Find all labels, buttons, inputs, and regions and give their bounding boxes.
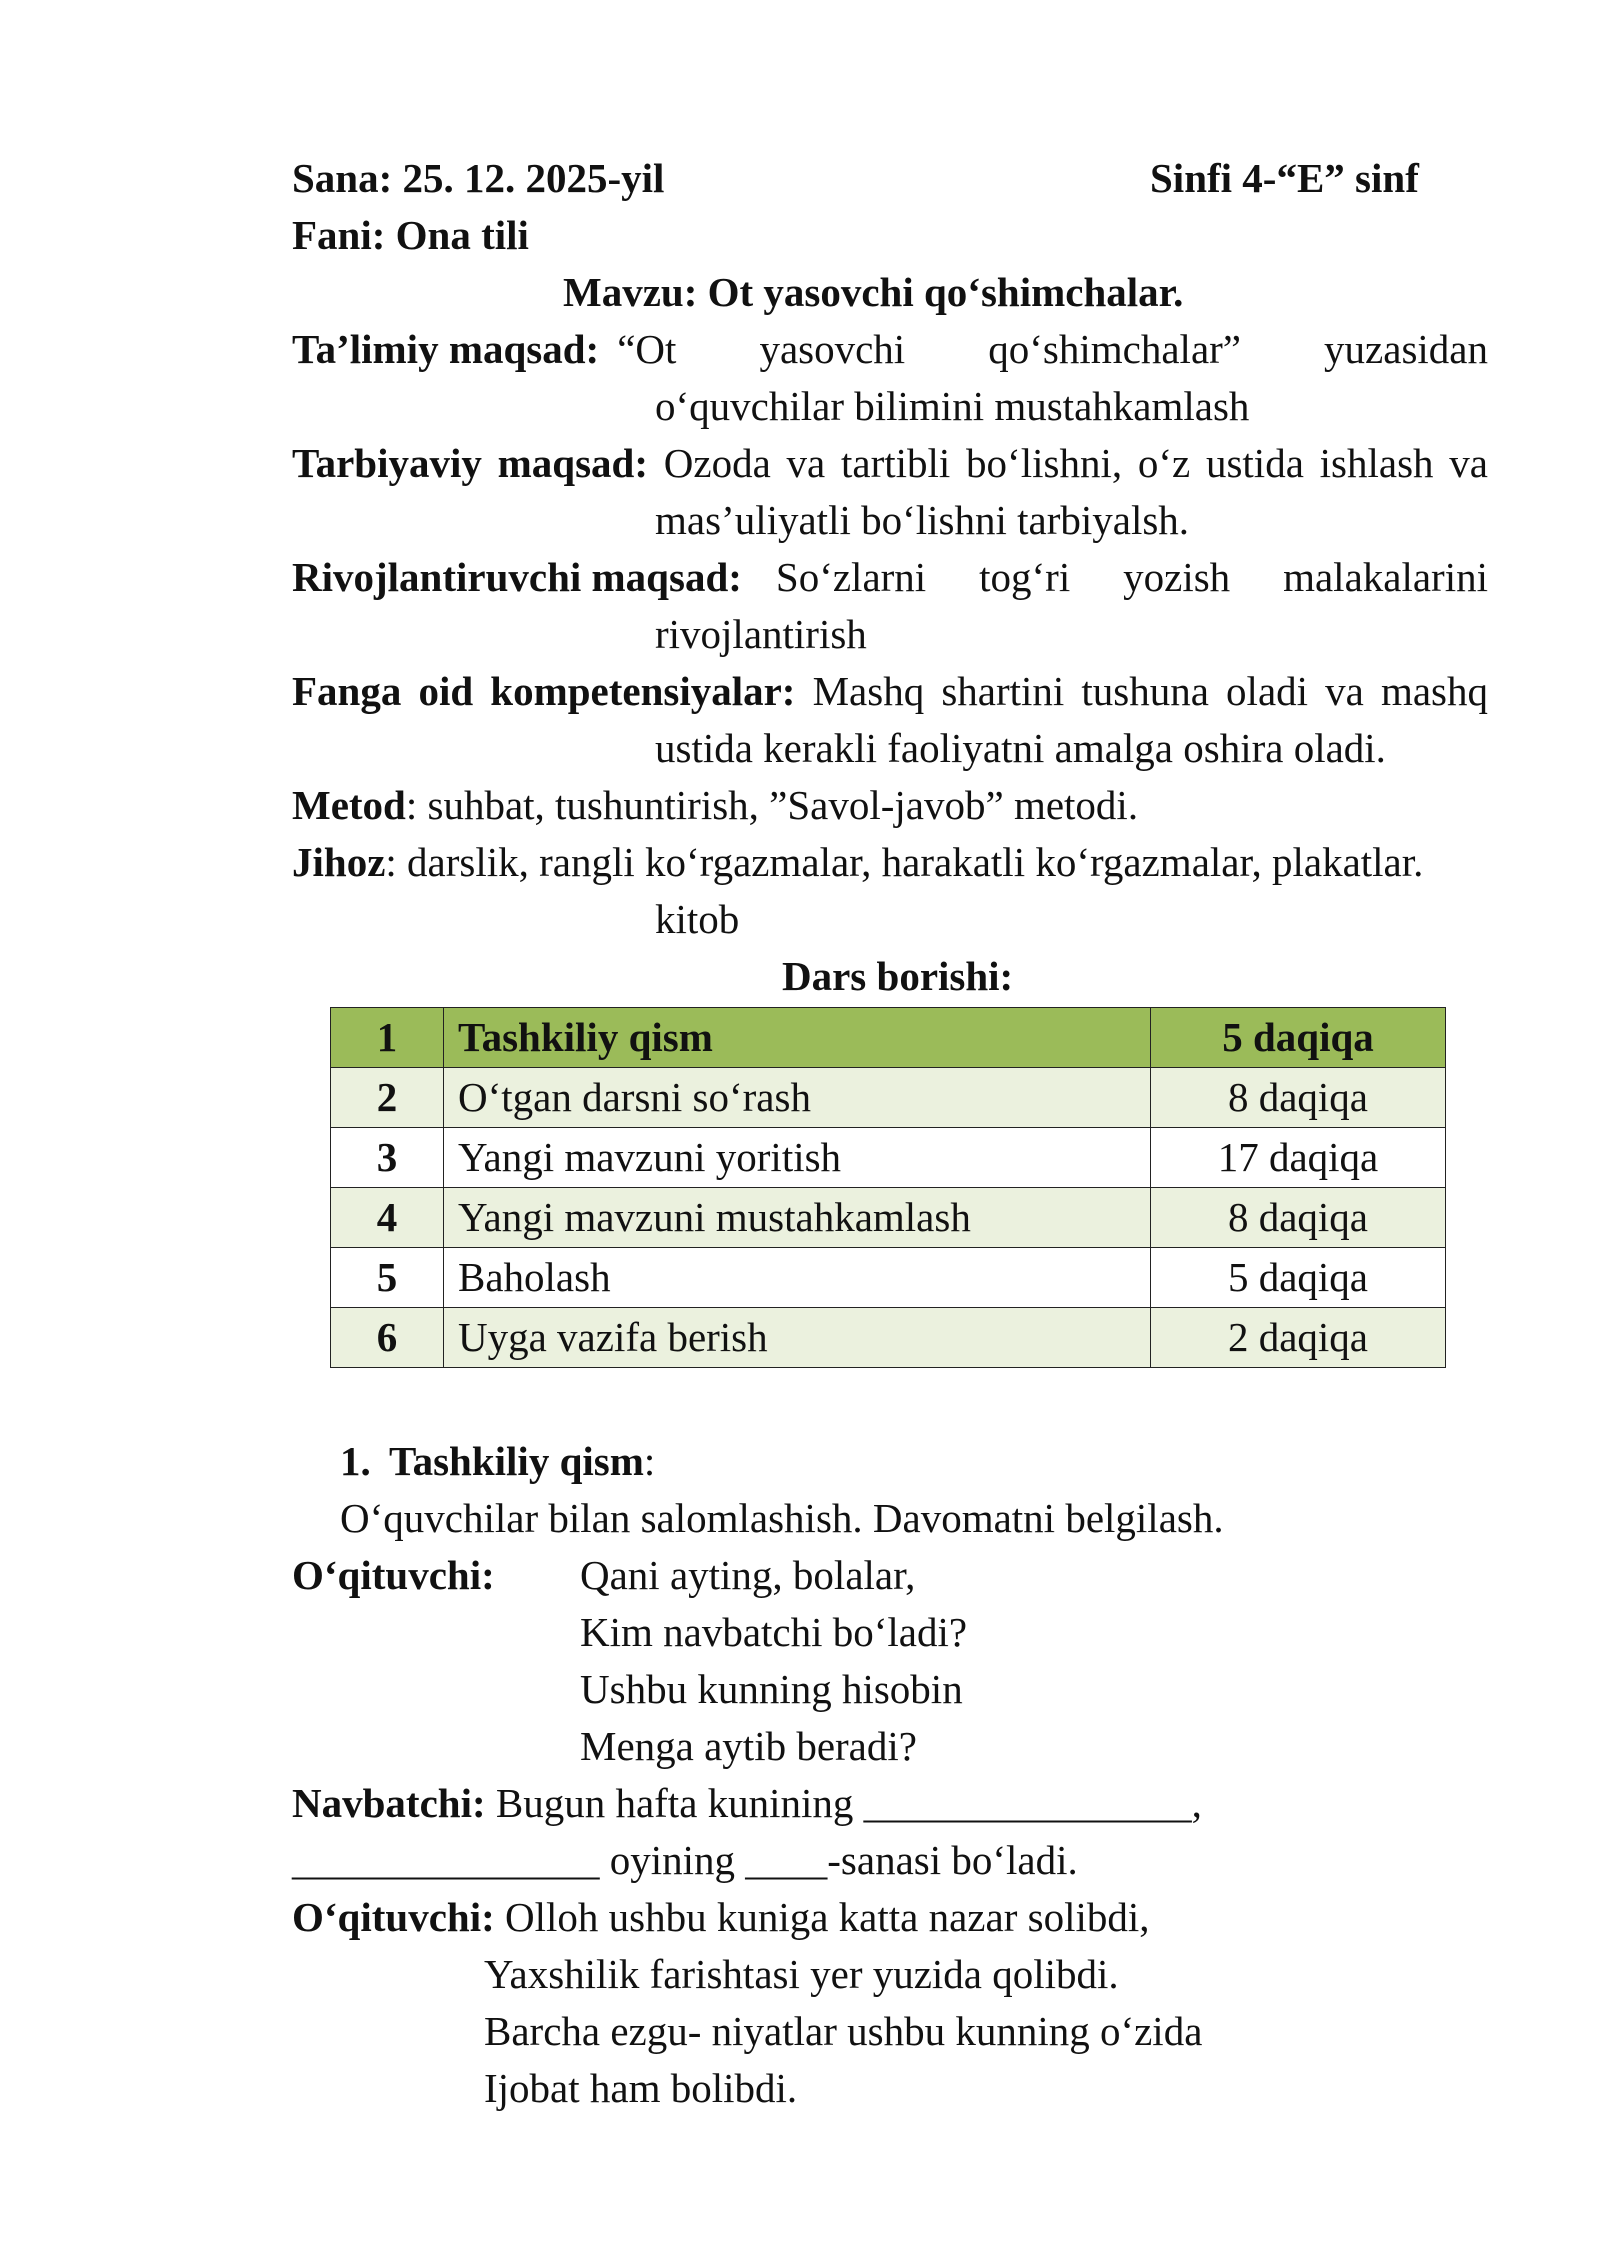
upbr-goal-text-1: Ozoda va tartibli bo‘lishni, o‘z ustida ishlash va: [663, 440, 1489, 486]
table-row: [331, 1248, 1446, 1308]
row-number: 2: [331, 1068, 444, 1128]
subject-value: Ona tili: [395, 212, 529, 258]
equip-line: [292, 834, 1423, 891]
row-duration: 5 daqiqa: [1151, 1248, 1446, 1308]
section1-colon: :: [643, 1438, 656, 1484]
edu-goal-text-1: “Ot yasovchi qo‘shimchalar” yuzasidan: [617, 326, 1488, 372]
upbr-goal-label: Tarbiyaviy maqsad:: [292, 440, 648, 486]
teacher2-text-2: Yaxshilik farishtasi yer yuzida qolibdi.: [484, 1951, 1119, 1997]
row-stage: Yangi mavzuni mustahkamlash: [444, 1188, 1151, 1248]
class-label: Sinfi: [1150, 155, 1233, 201]
class-line: [1150, 150, 1419, 207]
teacher2-line-1: [292, 1889, 1150, 1946]
equip-label: Jihoz: [292, 839, 386, 885]
row-number: 1: [331, 1008, 444, 1068]
row-number: 5: [331, 1248, 444, 1308]
section1-title: Tashkiliy qism: [389, 1438, 644, 1484]
row-stage: Tashkiliy qism: [444, 1008, 1151, 1068]
comp-label: Fanga oid kompetensiyalar:: [292, 668, 796, 714]
teacher2-label: O‘qituvchi:: [292, 1894, 495, 1940]
duty-label: Navbatchi:: [292, 1780, 486, 1826]
table-row: [331, 1008, 1446, 1068]
topic-line: [563, 264, 1183, 321]
edu-goal-label: Ta’limiy maqsad:: [292, 326, 600, 372]
comp-text-1: Mashq shartini tushuna oladi va mashq: [812, 668, 1489, 714]
duty-text-1: Bugun hafta kunining ________________,: [495, 1780, 1202, 1826]
row-duration: 2 daqiqa: [1151, 1308, 1446, 1368]
comp-text-2: ustida kerakli faoliyatni amalga oshira oladi.: [655, 725, 1386, 771]
teacher-line-4: Menga aytib beradi?: [580, 1723, 917, 1769]
dev-goal-line: [292, 549, 1488, 606]
date-line: [292, 150, 664, 207]
method-label: Metod: [292, 782, 406, 828]
equip-text-2: kitob: [655, 896, 740, 942]
row-stage: Uyga vazifa berish: [444, 1308, 1151, 1368]
section1-heading: [340, 1433, 655, 1490]
teacher-line-3: Ushbu kunning hisobin: [580, 1666, 963, 1712]
upbr-goal-text-2: mas’uliyatli bo‘lishni tarbiyalsh.: [655, 497, 1190, 543]
lesson-plan-table: [330, 1007, 1446, 1368]
date-label: Sana:: [292, 155, 393, 201]
duty-text-2: _______________ oyining ____-sanasi bo‘ladi.: [292, 1837, 1078, 1883]
method-line: [292, 777, 1138, 834]
row-stage: O‘tgan darsni so‘rash: [444, 1068, 1151, 1128]
section1-number: 1.: [340, 1438, 371, 1484]
topic-label: Mavzu:: [563, 269, 698, 315]
subject-line: [292, 207, 529, 264]
row-number: 6: [331, 1308, 444, 1368]
upbr-goal-line: [292, 435, 1488, 492]
topic-value: Ot yasovchi qo‘shimchalar.: [707, 269, 1184, 315]
row-duration: 5 daqiqa: [1151, 1008, 1446, 1068]
dev-goal-text-1: So‘zlarni tog‘ri yozish malakalarini: [775, 554, 1488, 600]
teacher2-text-4: Ijobat ham bolibdi.: [484, 2065, 798, 2111]
row-duration: 8 daqiqa: [1151, 1188, 1446, 1248]
row-stage: Yangi mavzuni yoritish: [444, 1128, 1151, 1188]
dev-goal-text-2: rivojlantirish: [655, 611, 867, 657]
table-row: [331, 1128, 1446, 1188]
teacher2-text-3: Barcha ezgu- niyatlar ushbu kunning o‘zida: [484, 2008, 1203, 2054]
row-duration: 8 daqiqa: [1151, 1068, 1446, 1128]
teacher-line-2: Kim navbatchi bo‘ladi?: [580, 1609, 968, 1655]
row-number: 3: [331, 1128, 444, 1188]
method-value: : suhbat, tushuntirish, ”Savol-javob” metodi.: [405, 782, 1139, 828]
row-stage: Baholash: [444, 1248, 1151, 1308]
teacher2-text-1: Olloh ushbu kuniga katta nazar solibdi,: [505, 1894, 1150, 1940]
row-number: 4: [331, 1188, 444, 1248]
dev-goal-label: Rivojlantiruvchi maqsad:: [292, 554, 742, 600]
subject-label: Fani:: [292, 212, 386, 258]
table-row: [331, 1308, 1446, 1368]
equip-text-1: : darslik, rangli ko‘rgazmalar, harakatli ko‘rgazmalar, plakatlar.: [385, 839, 1424, 885]
row-duration: 17 daqiqa: [1151, 1128, 1446, 1188]
class-value: 4-“E” sinf: [1242, 155, 1419, 201]
plan-title: Dars borishi:: [782, 953, 1014, 999]
edu-goal-line: [292, 321, 1488, 378]
section1-intro: O‘quvchilar bilan salomlashish. Davomatni belgilash.: [340, 1495, 1224, 1541]
teacher-line-1: Qani ayting, bolalar,: [580, 1552, 916, 1598]
comp-line: [292, 663, 1488, 720]
teacher-label: O‘qituvchi:: [292, 1552, 495, 1598]
table-row: [331, 1068, 1446, 1128]
table-row: [331, 1188, 1446, 1248]
duty-line-1: [292, 1775, 1202, 1832]
date-value: 25. 12. 2025-yil: [402, 155, 665, 201]
edu-goal-text-2: o‘quvchilar bilimini mustahkamlash: [655, 383, 1250, 429]
